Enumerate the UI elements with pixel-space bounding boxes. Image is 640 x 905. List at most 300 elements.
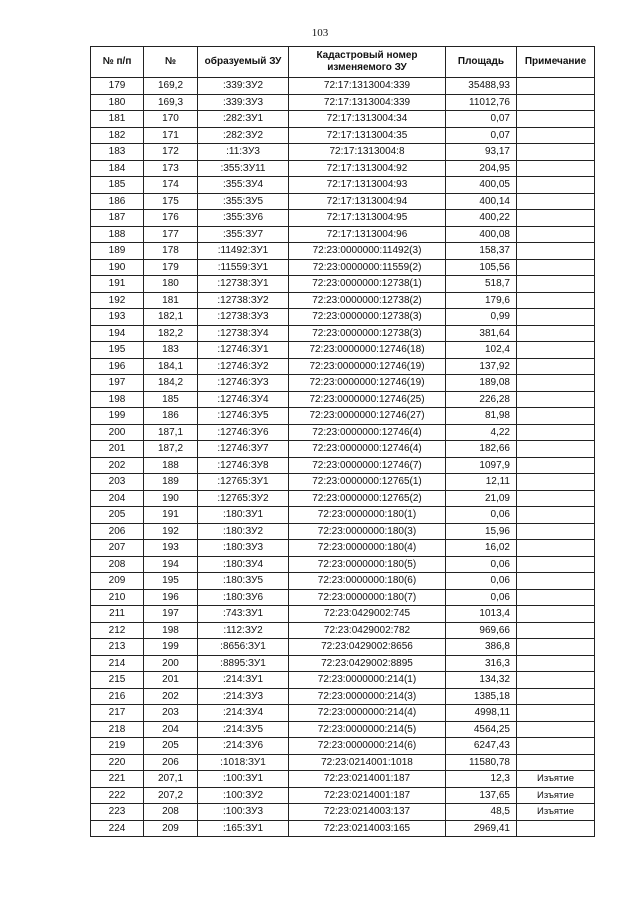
- cell-cadastral-number: 72:23:0000000:12746(4): [289, 441, 446, 458]
- cell-note: [517, 177, 595, 194]
- cell-note: [517, 342, 595, 359]
- table-row: [91, 226, 595, 243]
- table-row: [91, 78, 595, 95]
- cell-note: [517, 94, 595, 111]
- cell-note: [517, 325, 595, 342]
- table-row: [91, 325, 595, 342]
- cell-formed-plot: :339:ЗУ3: [198, 94, 289, 111]
- cell-row-number: 224: [91, 820, 144, 837]
- cell-row-number: 203: [91, 474, 144, 491]
- header-row-number: № п/п: [91, 47, 144, 78]
- cell-row-number: 193: [91, 309, 144, 326]
- cell-number: 192: [144, 523, 198, 540]
- cell-number: 185: [144, 391, 198, 408]
- cell-formed-plot: :100:ЗУ3: [198, 804, 289, 821]
- cell-row-number: 189: [91, 243, 144, 260]
- cell-area: 204,95: [446, 160, 517, 177]
- cell-cadastral-number: 72:17:1313004:34: [289, 111, 446, 128]
- cell-formed-plot: :282:ЗУ1: [198, 111, 289, 128]
- cell-area: 1013,4: [446, 606, 517, 623]
- cell-cadastral-number: 72:23:0000000:214(5): [289, 721, 446, 738]
- table-row: [91, 276, 595, 293]
- table-row: [91, 474, 595, 491]
- cell-note: [517, 391, 595, 408]
- cell-area: 21,09: [446, 490, 517, 507]
- cell-area: 0,99: [446, 309, 517, 326]
- cell-note: [517, 474, 595, 491]
- cell-area: 0,06: [446, 573, 517, 590]
- cell-note: [517, 111, 595, 128]
- cell-area: 16,02: [446, 540, 517, 557]
- cell-number: 182,1: [144, 309, 198, 326]
- cell-note: [517, 259, 595, 276]
- cell-number: 208: [144, 804, 198, 821]
- cell-number: 170: [144, 111, 198, 128]
- table-row: [91, 424, 595, 441]
- cell-cadastral-number: 72:23:0000000:12746(7): [289, 457, 446, 474]
- cell-formed-plot: :214:ЗУ5: [198, 721, 289, 738]
- cell-area: 0,06: [446, 589, 517, 606]
- table-row: [91, 144, 595, 161]
- cell-cadastral-number: 72:23:0429002:8656: [289, 639, 446, 656]
- cell-note: [517, 441, 595, 458]
- cell-note: [517, 457, 595, 474]
- cell-formed-plot: :12746:ЗУ3: [198, 375, 289, 392]
- cell-cadastral-number: 72:23:0000000:180(1): [289, 507, 446, 524]
- cell-formed-plot: :214:ЗУ6: [198, 738, 289, 755]
- cell-formed-plot: :8656:ЗУ1: [198, 639, 289, 656]
- cell-row-number: 198: [91, 391, 144, 408]
- cell-cadastral-number: 72:23:0000000:180(6): [289, 573, 446, 590]
- cell-formed-plot: :100:ЗУ1: [198, 771, 289, 788]
- cell-formed-plot: :214:ЗУ1: [198, 672, 289, 689]
- cell-formed-plot: :11:ЗУ3: [198, 144, 289, 161]
- cell-note: [517, 160, 595, 177]
- cell-row-number: 215: [91, 672, 144, 689]
- cell-row-number: 181: [91, 111, 144, 128]
- cell-cadastral-number: 72:23:0000000:214(1): [289, 672, 446, 689]
- header-cadastral-number: Кадастровый номер изменяемого ЗУ: [289, 47, 446, 78]
- cell-area: 35488,93: [446, 78, 517, 95]
- cell-number: 198: [144, 622, 198, 639]
- cell-row-number: 186: [91, 193, 144, 210]
- cell-number: 197: [144, 606, 198, 623]
- cell-cadastral-number: 72:23:0000000:12746(25): [289, 391, 446, 408]
- cell-note: [517, 655, 595, 672]
- cell-area: 6247,43: [446, 738, 517, 755]
- table-row: [91, 705, 595, 722]
- cell-number: 199: [144, 639, 198, 656]
- table-row: [91, 804, 595, 821]
- cell-note: [517, 358, 595, 375]
- cell-row-number: 190: [91, 259, 144, 276]
- cell-formed-plot: :180:ЗУ3: [198, 540, 289, 557]
- table-row: [91, 589, 595, 606]
- cell-note: [517, 573, 595, 590]
- cell-cadastral-number: 72:23:0214003:137: [289, 804, 446, 821]
- cell-note: [517, 424, 595, 441]
- cell-row-number: 202: [91, 457, 144, 474]
- cell-row-number: 212: [91, 622, 144, 639]
- table-row: [91, 358, 595, 375]
- cell-number: 169,3: [144, 94, 198, 111]
- cell-formed-plot: :180:ЗУ6: [198, 589, 289, 606]
- cell-cadastral-number: 72:17:1313004:93: [289, 177, 446, 194]
- cell-cadastral-number: 72:23:0000000:11559(2): [289, 259, 446, 276]
- cell-note: [517, 144, 595, 161]
- cell-row-number: 208: [91, 556, 144, 573]
- cell-formed-plot: :11492:ЗУ1: [198, 243, 289, 260]
- cell-note: [517, 589, 595, 606]
- cell-area: 102,4: [446, 342, 517, 359]
- cell-cadastral-number: 72:23:0429002:782: [289, 622, 446, 639]
- cell-row-number: 195: [91, 342, 144, 359]
- cell-formed-plot: :12765:ЗУ1: [198, 474, 289, 491]
- cell-number: 204: [144, 721, 198, 738]
- cell-area: 179,6: [446, 292, 517, 309]
- cell-note: [517, 820, 595, 837]
- table-row: [91, 160, 595, 177]
- cell-note: [517, 78, 595, 95]
- cell-number: 169,2: [144, 78, 198, 95]
- cell-formed-plot: :12746:ЗУ8: [198, 457, 289, 474]
- cell-note: [517, 309, 595, 326]
- cell-row-number: 217: [91, 705, 144, 722]
- cell-row-number: 197: [91, 375, 144, 392]
- cell-number: 183: [144, 342, 198, 359]
- header-note: Примечание: [517, 47, 595, 78]
- cell-formed-plot: :180:ЗУ5: [198, 573, 289, 590]
- table-row: [91, 754, 595, 771]
- cell-cadastral-number: 72:23:0000000:12746(19): [289, 358, 446, 375]
- cell-formed-plot: :355:ЗУ7: [198, 226, 289, 243]
- cell-formed-plot: :12746:ЗУ5: [198, 408, 289, 425]
- cell-area: 134,32: [446, 672, 517, 689]
- table-row: [91, 391, 595, 408]
- cell-number: 173: [144, 160, 198, 177]
- cell-cadastral-number: 72:17:1313004:339: [289, 94, 446, 111]
- cell-number: 200: [144, 655, 198, 672]
- cell-formed-plot: :12738:ЗУ3: [198, 309, 289, 326]
- cell-note: [517, 523, 595, 540]
- cell-number: 172: [144, 144, 198, 161]
- cell-formed-plot: :100:ЗУ2: [198, 787, 289, 804]
- cell-area: 0,06: [446, 507, 517, 524]
- cell-area: 0,07: [446, 111, 517, 128]
- cell-area: 182,66: [446, 441, 517, 458]
- cell-formed-plot: :214:ЗУ4: [198, 705, 289, 722]
- cell-cadastral-number: 72:23:0429002:8895: [289, 655, 446, 672]
- cell-area: 381,64: [446, 325, 517, 342]
- cell-number: 206: [144, 754, 198, 771]
- cell-note: [517, 606, 595, 623]
- cell-note: [517, 688, 595, 705]
- table-row: [91, 622, 595, 639]
- cell-row-number: 210: [91, 589, 144, 606]
- cell-note: [517, 556, 595, 573]
- cell-row-number: 204: [91, 490, 144, 507]
- cell-number: 195: [144, 573, 198, 590]
- table-row: [91, 127, 595, 144]
- cell-number: 179: [144, 259, 198, 276]
- table-row: [91, 457, 595, 474]
- cell-note: [517, 639, 595, 656]
- cell-row-number: 218: [91, 721, 144, 738]
- cell-note: Изъятие: [517, 771, 595, 788]
- cell-number: 184,2: [144, 375, 198, 392]
- cell-note: [517, 672, 595, 689]
- cell-number: 171: [144, 127, 198, 144]
- cell-area: 4998,11: [446, 705, 517, 722]
- cell-formed-plot: :355:ЗУ4: [198, 177, 289, 194]
- table-row: [91, 787, 595, 804]
- cell-area: 93,17: [446, 144, 517, 161]
- cell-area: 400,05: [446, 177, 517, 194]
- cell-formed-plot: :112:ЗУ2: [198, 622, 289, 639]
- cell-area: 158,37: [446, 243, 517, 260]
- cell-row-number: 214: [91, 655, 144, 672]
- cell-area: 48,5: [446, 804, 517, 821]
- cell-number: 175: [144, 193, 198, 210]
- cell-cadastral-number: 72:23:0214003:165: [289, 820, 446, 837]
- cell-area: 11580,78: [446, 754, 517, 771]
- cell-number: 203: [144, 705, 198, 722]
- cell-note: [517, 490, 595, 507]
- cell-area: 4,22: [446, 424, 517, 441]
- cell-number: 188: [144, 457, 198, 474]
- cell-area: 137,65: [446, 787, 517, 804]
- cell-formed-plot: :180:ЗУ2: [198, 523, 289, 540]
- cell-number: 193: [144, 540, 198, 557]
- cell-formed-plot: :12765:ЗУ2: [198, 490, 289, 507]
- cell-note: [517, 127, 595, 144]
- cell-note: [517, 226, 595, 243]
- cell-cadastral-number: 72:23:0429002:745: [289, 606, 446, 623]
- cell-formed-plot: :165:ЗУ1: [198, 820, 289, 837]
- cell-row-number: 201: [91, 441, 144, 458]
- cell-number: 181: [144, 292, 198, 309]
- table-row: [91, 243, 595, 260]
- cell-area: 189,08: [446, 375, 517, 392]
- cell-cadastral-number: 72:17:1313004:92: [289, 160, 446, 177]
- cell-area: 11012,76: [446, 94, 517, 111]
- table-row: [91, 540, 595, 557]
- cell-note: [517, 622, 595, 639]
- cell-cadastral-number: 72:23:0000000:12738(2): [289, 292, 446, 309]
- cell-formed-plot: :12738:ЗУ4: [198, 325, 289, 342]
- cell-row-number: 220: [91, 754, 144, 771]
- table-row: [91, 507, 595, 524]
- cell-area: 12,11: [446, 474, 517, 491]
- cell-number: 190: [144, 490, 198, 507]
- cell-formed-plot: :11559:ЗУ1: [198, 259, 289, 276]
- table-row: [91, 655, 595, 672]
- cell-formed-plot: :214:ЗУ3: [198, 688, 289, 705]
- cell-area: 386,8: [446, 639, 517, 656]
- cell-note: [517, 210, 595, 227]
- cell-row-number: 180: [91, 94, 144, 111]
- cell-area: 0,06: [446, 556, 517, 573]
- cell-note: [517, 540, 595, 557]
- cell-formed-plot: :12746:ЗУ4: [198, 391, 289, 408]
- cell-cadastral-number: 72:17:1313004:94: [289, 193, 446, 210]
- cell-cadastral-number: 72:23:0000000:214(3): [289, 688, 446, 705]
- cell-note: [517, 738, 595, 755]
- cell-cadastral-number: 72:23:0000000:214(6): [289, 738, 446, 755]
- cell-cadastral-number: 72:23:0214001:1018: [289, 754, 446, 771]
- table-row: [91, 738, 595, 755]
- cell-number: 194: [144, 556, 198, 573]
- cell-number: 196: [144, 589, 198, 606]
- cell-number: 182,2: [144, 325, 198, 342]
- cell-formed-plot: :180:ЗУ4: [198, 556, 289, 573]
- cell-cadastral-number: 72:23:0000000:180(7): [289, 589, 446, 606]
- cell-area: 400,08: [446, 226, 517, 243]
- header-number: №: [144, 47, 198, 78]
- cell-cadastral-number: 72:23:0000000:12738(3): [289, 325, 446, 342]
- table-row: [91, 292, 595, 309]
- cell-area: 400,22: [446, 210, 517, 227]
- table-row: [91, 523, 595, 540]
- cell-formed-plot: :282:ЗУ2: [198, 127, 289, 144]
- table-row: [91, 111, 595, 128]
- cell-cadastral-number: 72:23:0000000:214(4): [289, 705, 446, 722]
- cell-row-number: 183: [91, 144, 144, 161]
- cell-note: [517, 292, 595, 309]
- table-row: [91, 177, 595, 194]
- cell-number: 207,1: [144, 771, 198, 788]
- table-row: [91, 259, 595, 276]
- cell-area: 105,56: [446, 259, 517, 276]
- cell-row-number: 199: [91, 408, 144, 425]
- cell-row-number: 209: [91, 573, 144, 590]
- cell-number: 184,1: [144, 358, 198, 375]
- cell-number: 205: [144, 738, 198, 755]
- cell-number: 187,1: [144, 424, 198, 441]
- cell-cadastral-number: 72:17:1313004:339: [289, 78, 446, 95]
- cell-formed-plot: :180:ЗУ1: [198, 507, 289, 524]
- cell-area: 15,96: [446, 523, 517, 540]
- cell-area: 12,3: [446, 771, 517, 788]
- cell-formed-plot: :12746:ЗУ2: [198, 358, 289, 375]
- cell-note: [517, 507, 595, 524]
- cell-number: 174: [144, 177, 198, 194]
- table-row: [91, 672, 595, 689]
- table-row: [91, 210, 595, 227]
- cell-row-number: 207: [91, 540, 144, 557]
- cell-row-number: 223: [91, 804, 144, 821]
- table-row: [91, 606, 595, 623]
- table-header-row: [91, 47, 595, 78]
- cell-area: 1097,9: [446, 457, 517, 474]
- table-row: [91, 490, 595, 507]
- cell-area: 316,3: [446, 655, 517, 672]
- cell-cadastral-number: 72:23:0000000:12746(18): [289, 342, 446, 359]
- land-plots-table: [90, 46, 595, 837]
- cell-row-number: 188: [91, 226, 144, 243]
- cell-cadastral-number: 72:23:0000000:12746(4): [289, 424, 446, 441]
- cell-cadastral-number: 72:23:0000000:12738(3): [289, 309, 446, 326]
- cell-cadastral-number: 72:23:0000000:180(5): [289, 556, 446, 573]
- cell-cadastral-number: 72:17:1313004:8: [289, 144, 446, 161]
- cell-number: 178: [144, 243, 198, 260]
- cell-row-number: 222: [91, 787, 144, 804]
- table-row: [91, 94, 595, 111]
- cell-note: [517, 754, 595, 771]
- cell-note: [517, 705, 595, 722]
- table-row: [91, 573, 595, 590]
- cell-formed-plot: :8895:ЗУ1: [198, 655, 289, 672]
- cell-row-number: 182: [91, 127, 144, 144]
- cell-formed-plot: :12738:ЗУ1: [198, 276, 289, 293]
- cell-area: 518,7: [446, 276, 517, 293]
- cell-row-number: 216: [91, 688, 144, 705]
- cell-area: 137,92: [446, 358, 517, 375]
- header-area: Площадь: [446, 47, 517, 78]
- cell-cadastral-number: 72:17:1313004:96: [289, 226, 446, 243]
- cell-formed-plot: :1018:ЗУ1: [198, 754, 289, 771]
- table-row: [91, 639, 595, 656]
- cell-row-number: 191: [91, 276, 144, 293]
- table-body: [91, 78, 595, 837]
- cell-cadastral-number: 72:23:0000000:180(4): [289, 540, 446, 557]
- cell-number: 186: [144, 408, 198, 425]
- cell-cadastral-number: 72:23:0000000:11492(3): [289, 243, 446, 260]
- cell-cadastral-number: 72:23:0000000:12746(19): [289, 375, 446, 392]
- table-row: [91, 556, 595, 573]
- cell-formed-plot: :355:ЗУ6: [198, 210, 289, 227]
- cell-row-number: 205: [91, 507, 144, 524]
- cell-note: [517, 243, 595, 260]
- table-row: [91, 309, 595, 326]
- cell-note: Изъятие: [517, 804, 595, 821]
- cell-note: [517, 276, 595, 293]
- cell-formed-plot: :12746:ЗУ1: [198, 342, 289, 359]
- cell-area: 4564,25: [446, 721, 517, 738]
- cell-number: 180: [144, 276, 198, 293]
- table-row: [91, 342, 595, 359]
- cell-cadastral-number: 72:23:0000000:12738(1): [289, 276, 446, 293]
- cell-row-number: 206: [91, 523, 144, 540]
- cell-area: 81,98: [446, 408, 517, 425]
- cell-row-number: 221: [91, 771, 144, 788]
- cell-cadastral-number: 72:23:0000000:12765(1): [289, 474, 446, 491]
- cell-number: 202: [144, 688, 198, 705]
- cell-area: 2969,41: [446, 820, 517, 837]
- cell-formed-plot: :12746:ЗУ7: [198, 441, 289, 458]
- cell-area: 0,07: [446, 127, 517, 144]
- cell-row-number: 196: [91, 358, 144, 375]
- cell-cadastral-number: 72:23:0214001:187: [289, 771, 446, 788]
- cell-note: [517, 408, 595, 425]
- cell-formed-plot: :12738:ЗУ2: [198, 292, 289, 309]
- cell-number: 176: [144, 210, 198, 227]
- cell-cadastral-number: 72:17:1313004:95: [289, 210, 446, 227]
- table-row: [91, 771, 595, 788]
- cell-number: 189: [144, 474, 198, 491]
- cell-formed-plot: :339:ЗУ2: [198, 78, 289, 95]
- header-formed-plot: образуемый ЗУ: [198, 47, 289, 78]
- cell-row-number: 179: [91, 78, 144, 95]
- cell-area: 226,28: [446, 391, 517, 408]
- cell-formed-plot: :355:ЗУ11: [198, 160, 289, 177]
- table-row: [91, 688, 595, 705]
- cell-row-number: 184: [91, 160, 144, 177]
- cell-formed-plot: :355:ЗУ5: [198, 193, 289, 210]
- cell-number: 207,2: [144, 787, 198, 804]
- table-row: [91, 375, 595, 392]
- cell-cadastral-number: 72:23:0000000:12746(27): [289, 408, 446, 425]
